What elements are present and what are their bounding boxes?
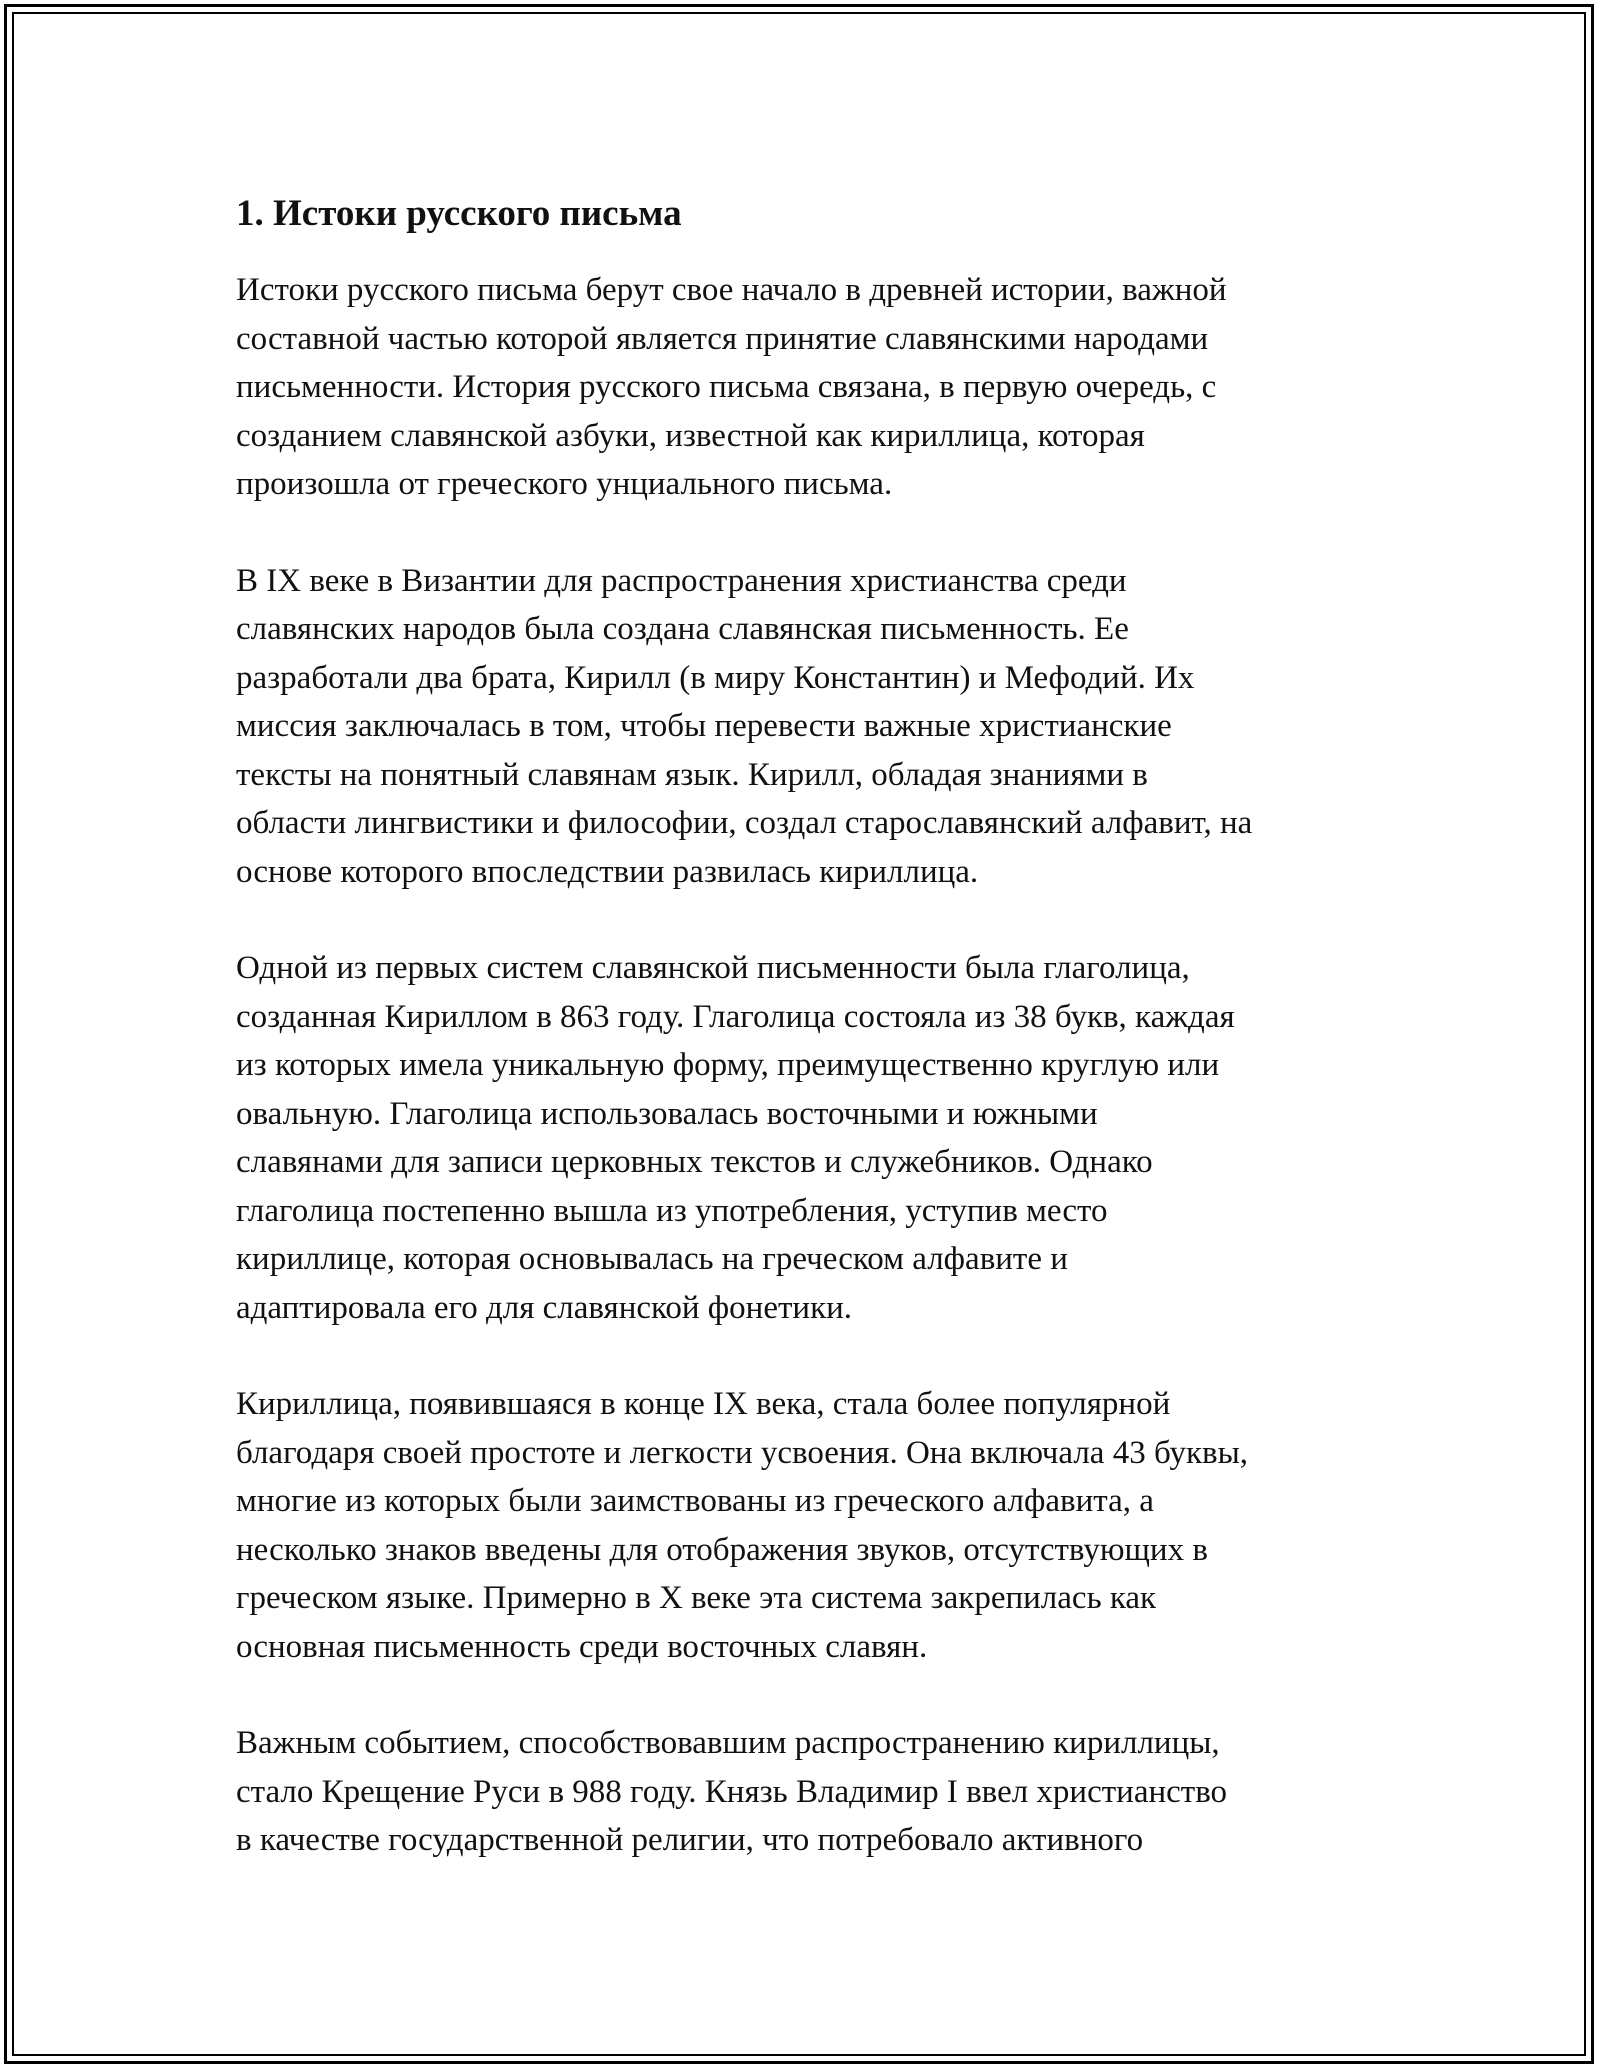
document-body bbox=[236, 190, 1386, 1913]
paragraph-byzantium bbox=[236, 557, 1386, 897]
text-line: основная письменность среди восточных славян. bbox=[236, 1628, 928, 1665]
text-line: миссия заключалась в том, чтобы перевести важные христианские bbox=[236, 708, 1172, 744]
text-line: из которых имела уникальную форму, преимущественно круглую или bbox=[236, 1047, 1220, 1083]
text-line: Одной из первых систем славянской письменности была глаголица, bbox=[236, 950, 1190, 986]
text-line: стало Крещение Руси в 988 году. Князь Владимир I ввел христианство bbox=[236, 1773, 1228, 1810]
text-line: произошла от греческого унциального письма. bbox=[236, 466, 893, 502]
text-line: многие из которых были заимствованы из греческого алфавита, а bbox=[236, 1483, 1154, 1519]
text-line: созданная Кириллом в 863 году. Глаголица состояла из 38 букв, каждая bbox=[236, 998, 1235, 1035]
text-line: основе которого впоследствии развилась кириллица. bbox=[236, 853, 979, 890]
text-line: тексты на понятный славянам язык. Кирилл, обладая знаниями в bbox=[236, 756, 1148, 793]
text-line: составной частью которой является принятие славянскими народами bbox=[236, 320, 1209, 357]
text-line: созданием славянской азбуки, известной как кириллица, которая bbox=[236, 417, 1145, 454]
text-line: славянских народов была создана славянская письменность. Ее bbox=[236, 611, 1129, 647]
paragraph-glagolitic bbox=[236, 944, 1386, 1332]
text-line: разработали два брата, Кирилл (в миру Константин) и Мефодий. Их bbox=[236, 659, 1195, 696]
text-line: славянами для записи церковных текстов и служебников. Однако bbox=[236, 1144, 1153, 1180]
text-line: области лингвистики и философии, создал старославянский алфавит, на bbox=[236, 805, 1253, 841]
text-line: Кириллица, появившаяся в конце IX века, стала более популярной bbox=[236, 1386, 1171, 1422]
text-line: Важным событием, способствовавшим распространению кириллицы, bbox=[236, 1725, 1220, 1761]
text-line: благодаря своей простоте и легкости усвоения. Она включала 43 буквы, bbox=[236, 1434, 1249, 1471]
text-line: Истоки русского письма берут свое начало в древней истории, важной bbox=[236, 272, 1227, 308]
text-line: греческом языке. Примерно в X веке эта система закрепилась как bbox=[236, 1580, 1157, 1616]
paragraph-origins bbox=[236, 266, 1386, 509]
text-line: письменности. История русского письма связана, в первую очередь, с bbox=[236, 369, 1217, 405]
text-line: в качестве государственной религии, что потребовало активного bbox=[236, 1822, 1144, 1858]
text-line: адаптировала его для славянской фонетики. bbox=[236, 1289, 853, 1326]
paragraph-cyrillic bbox=[236, 1380, 1386, 1671]
section-heading: 1. Истоки русского письма bbox=[236, 193, 682, 234]
paragraph-baptism bbox=[236, 1719, 1386, 1865]
text-line: кириллице, которая основывалась на греческом алфавите и bbox=[236, 1241, 1068, 1277]
text-line: В IX веке в Византии для распространения христианства среди bbox=[236, 562, 1127, 599]
text-line: овальную. Глаголица использовалась восточными и южными bbox=[236, 1095, 1098, 1132]
text-line: несколько знаков введены для отображения звуков, отсутствующих в bbox=[236, 1531, 1208, 1568]
text-line: глаголица постепенно вышла из употребления, уступив место bbox=[236, 1192, 1108, 1229]
